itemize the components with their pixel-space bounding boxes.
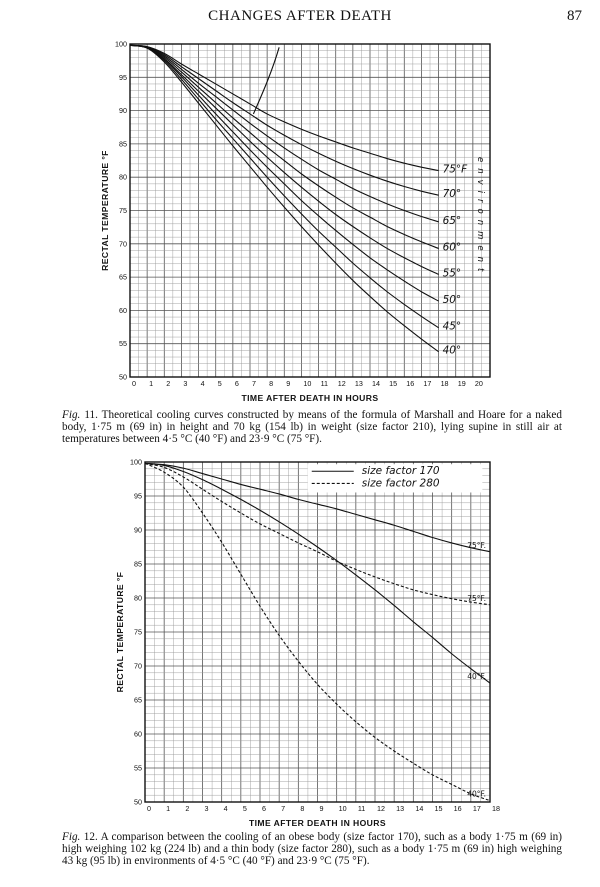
y-tick-label: 55 [119, 339, 127, 349]
series-label: 75°F [442, 163, 468, 176]
x-tick-label: 4 [223, 804, 228, 813]
y-tick-label: 90 [119, 106, 127, 116]
x-tick-label: 6 [262, 804, 266, 813]
legend-entry: size factor 280 [361, 477, 440, 490]
legend-entry: size factor 170 [361, 465, 440, 478]
y-tick-label: 65 [119, 272, 127, 282]
x-axis-label: TIME AFTER DEATH IN HOURS [241, 393, 379, 403]
x-tick-label: 8 [269, 379, 274, 388]
figure-11-caption [62, 409, 562, 446]
y-tick-label: 80 [119, 172, 127, 182]
running-title: CHANGES AFTER DEATH [208, 8, 392, 24]
grid [145, 462, 490, 802]
x-tick-label: 16 [406, 379, 415, 388]
y-axis-label: RECTAL TEMPERATURE °F [100, 150, 110, 271]
y-tick-label: 70 [119, 239, 127, 249]
legend [308, 464, 483, 492]
series-label: 55° [442, 267, 462, 280]
x-tick-label: 16 [453, 804, 462, 813]
y-tick-label: 70 [134, 661, 142, 671]
y-tick-label: 90 [134, 525, 142, 535]
x-tick-label: 12 [377, 804, 385, 813]
fig-ref: Fig. [62, 409, 81, 421]
x-tick-label: 14 [415, 804, 424, 813]
x-tick-label: 10 [303, 379, 312, 388]
environment-annotation: environment [475, 156, 485, 278]
series-label: 40° [442, 344, 462, 357]
series-label: 40°F. [467, 789, 486, 799]
x-tick-label: 5 [242, 804, 247, 813]
x-tick-label: 3 [183, 379, 188, 388]
x-tick-label: 7 [252, 379, 256, 388]
x-tick-label: 19 [457, 379, 466, 388]
caption-text: 11. Theoretical cooling curves constructed by means of the formula of Marshall and Hoare for a naked body, 1·75 m (69 in) in height and 70 kg (154 lb) in weight (size factor 210), lying supine in still air at temperatures between 4·5 °C (40 °F) and 23·9 °C (75 °F). [62, 409, 562, 446]
x-tick-label: 18 [440, 379, 449, 388]
x-tick-label: 10 [338, 804, 347, 813]
caption-text: 12. A comparison between the cooling of an obese body (size factor 170), such as a body 1·75 m (69 in) high weighing 102 kg (224 lb) and a thin body (size factor 280), such as a body 1·75 m (69 in) high weighing 43 kg (95 lb) in environments of 4·5 °C (40 °F) and 23·9 °C (75 °F). [62, 831, 562, 868]
grid [130, 44, 490, 377]
y-tick-label: 100 [130, 457, 142, 467]
x-tick-label: 17 [472, 804, 481, 813]
y-tick-label: 50 [134, 797, 142, 807]
y-tick-label: 100 [115, 39, 127, 49]
x-tick-label: 2 [185, 804, 190, 813]
series-label: 65° [442, 214, 462, 227]
series-label: 70° [442, 188, 462, 201]
x-tick-label: 8 [300, 804, 305, 813]
series-label: 45° [442, 320, 462, 333]
x-tick-label: 13 [396, 804, 405, 813]
x-tick-label: 0 [147, 804, 151, 813]
series-label: 75°F. [467, 593, 486, 603]
x-tick-label: 20 [474, 379, 483, 388]
series-label: 50° [442, 294, 462, 307]
series-label: 75°F. [467, 540, 486, 550]
x-tick-label: 18 [492, 804, 500, 813]
y-tick-label: 80 [134, 593, 142, 603]
series-label: 60° [442, 241, 462, 254]
x-tick-label: 15 [389, 379, 398, 388]
y-tick-label: 75 [134, 627, 142, 637]
series-label: 40°F. [467, 672, 486, 681]
x-tick-label: 15 [434, 804, 443, 813]
fig-ref: Fig. [62, 831, 81, 843]
x-tick-label: 13 [354, 379, 363, 388]
y-tick-label: 95 [134, 491, 142, 501]
x-tick-label: 14 [372, 379, 380, 388]
figure-12-caption [62, 831, 562, 868]
x-tick-label: 11 [320, 379, 329, 388]
x-tick-label: 7 [281, 804, 286, 813]
running-head [0, 6, 600, 28]
x-tick-label: 1 [149, 379, 154, 388]
y-tick-label: 95 [119, 72, 127, 82]
page-number: 87 [567, 8, 582, 24]
figure-12-chart [0, 452, 600, 830]
x-tick-label: 6 [234, 379, 239, 388]
y-tick-label: 55 [134, 763, 142, 773]
y-tick-label: 65 [134, 695, 142, 705]
x-tick-label: 3 [204, 804, 209, 813]
y-tick-label: 75 [119, 206, 127, 215]
y-tick-label: 85 [134, 559, 142, 569]
x-tick-label: 17 [423, 379, 432, 388]
x-axis-label: TIME AFTER DEATH IN HOURS [249, 818, 386, 828]
figure-11-chart [0, 34, 600, 406]
x-tick-label: 2 [166, 379, 171, 388]
x-tick-label: 9 [286, 379, 291, 388]
x-tick-label: 9 [319, 804, 324, 813]
x-tick-label: 11 [357, 804, 366, 813]
x-tick-label: 4 [200, 379, 205, 388]
y-tick-label: 60 [134, 729, 142, 739]
x-tick-label: 0 [132, 379, 136, 388]
x-tick-label: 5 [217, 379, 222, 388]
y-tick-label: 50 [119, 372, 127, 382]
y-tick-label: 60 [119, 305, 127, 315]
y-tick-label: 85 [119, 139, 127, 149]
x-tick-label: 1 [166, 804, 171, 813]
x-tick-label: 12 [337, 379, 346, 388]
y-axis-label: RECTAL TEMPERATURE °F [115, 571, 125, 693]
